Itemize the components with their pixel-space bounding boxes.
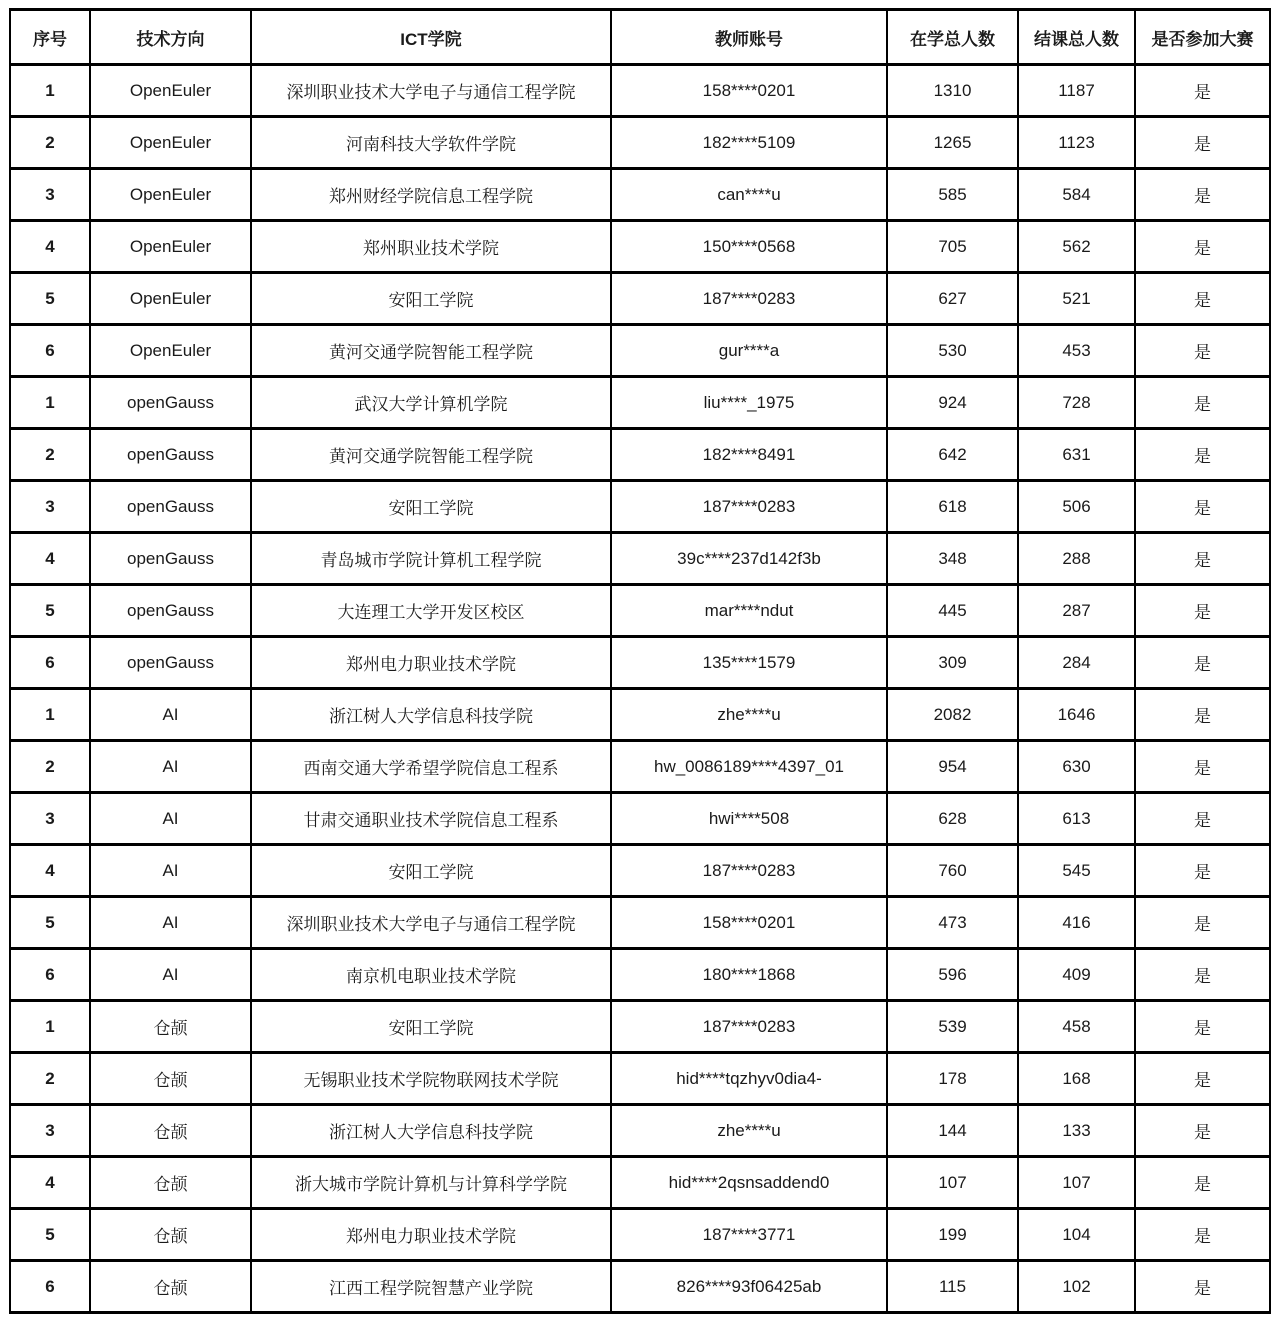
table-row [10,221,1270,273]
cell-tech-direction: 仓颉 [90,1209,251,1261]
cell-tech-direction: AI [90,793,251,845]
cell-seq: 2 [10,1053,90,1105]
table-row [10,1105,1270,1157]
cell-teacher-account: 158****0201 [611,65,887,117]
cell-enrolled-total: 115 [887,1261,1018,1313]
enrollment-table [9,8,1271,1314]
cell-teacher-account: gur****a [611,325,887,377]
cell-ict-college: 浙江树人大学信息科技学院 [251,689,611,741]
cell-ict-college: 武汉大学计算机学院 [251,377,611,429]
cell-teacher-account: 150****0568 [611,221,887,273]
cell-ict-college: 河南科技大学软件学院 [251,117,611,169]
cell-teacher-account: 182****8491 [611,429,887,481]
cell-teacher-account: 39c****237d142f3b [611,533,887,585]
cell-completed-total: 1187 [1018,65,1135,117]
cell-enrolled-total: 530 [887,325,1018,377]
cell-ict-college: 黄河交通学院智能工程学院 [251,429,611,481]
cell-seq: 2 [10,117,90,169]
cell-completed-total: 562 [1018,221,1135,273]
cell-seq: 5 [10,897,90,949]
table-row [10,65,1270,117]
cell-teacher-account: hwi****508 [611,793,887,845]
cell-teacher-account: 826****93f06425ab [611,1261,887,1313]
cell-ict-college: 深圳职业技术大学电子与通信工程学院 [251,897,611,949]
cell-ict-college: 青岛城市学院计算机工程学院 [251,533,611,585]
cell-ict-college: 甘肃交通职业技术学院信息工程系 [251,793,611,845]
cell-enrolled-total: 1310 [887,65,1018,117]
cell-competition: 是 [1135,1261,1270,1313]
table-row [10,637,1270,689]
cell-completed-total: 416 [1018,897,1135,949]
cell-competition: 是 [1135,689,1270,741]
cell-teacher-account: 187****0283 [611,273,887,325]
cell-competition: 是 [1135,481,1270,533]
cell-completed-total: 584 [1018,169,1135,221]
header-tech-direction: 技术方向 [90,10,251,65]
cell-completed-total: 545 [1018,845,1135,897]
cell-seq: 4 [10,221,90,273]
cell-completed-total: 613 [1018,793,1135,845]
cell-competition: 是 [1135,429,1270,481]
cell-seq: 2 [10,741,90,793]
cell-ict-college: 浙大城市学院计算机与计算科学学院 [251,1157,611,1209]
cell-seq: 6 [10,1261,90,1313]
cell-teacher-account: 135****1579 [611,637,887,689]
cell-ict-college: 郑州职业技术学院 [251,221,611,273]
table-row [10,1053,1270,1105]
cell-enrolled-total: 348 [887,533,1018,585]
cell-tech-direction: OpenEuler [90,273,251,325]
cell-teacher-account: can****u [611,169,887,221]
header-row [10,10,1270,65]
cell-ict-college: 深圳职业技术大学电子与通信工程学院 [251,65,611,117]
cell-ict-college: 安阳工学院 [251,481,611,533]
cell-tech-direction: AI [90,949,251,1001]
cell-seq: 1 [10,377,90,429]
cell-teacher-account: 187****3771 [611,1209,887,1261]
cell-competition: 是 [1135,585,1270,637]
cell-ict-college: 郑州电力职业技术学院 [251,1209,611,1261]
cell-teacher-account: hid****2qsnsaddend0 [611,1157,887,1209]
cell-tech-direction: openGauss [90,637,251,689]
cell-tech-direction: 仓颉 [90,1261,251,1313]
cell-teacher-account: mar****ndut [611,585,887,637]
cell-competition: 是 [1135,1157,1270,1209]
cell-ict-college: 郑州电力职业技术学院 [251,637,611,689]
cell-ict-college: 安阳工学院 [251,273,611,325]
cell-tech-direction: AI [90,689,251,741]
cell-teacher-account: 187****0283 [611,481,887,533]
cell-seq: 3 [10,169,90,221]
cell-tech-direction: 仓颉 [90,1001,251,1053]
cell-teacher-account: hw_0086189****4397_01 [611,741,887,793]
cell-completed-total: 104 [1018,1209,1135,1261]
cell-tech-direction: openGauss [90,429,251,481]
cell-completed-total: 102 [1018,1261,1135,1313]
cell-completed-total: 521 [1018,273,1135,325]
table-row [10,845,1270,897]
cell-seq: 4 [10,1157,90,1209]
cell-competition: 是 [1135,117,1270,169]
cell-enrolled-total: 309 [887,637,1018,689]
cell-seq: 1 [10,1001,90,1053]
cell-ict-college: 南京机电职业技术学院 [251,949,611,1001]
cell-ict-college: 江西工程学院智慧产业学院 [251,1261,611,1313]
cell-enrolled-total: 199 [887,1209,1018,1261]
header-enrolled-total: 在学总人数 [887,10,1018,65]
cell-teacher-account: zhe****u [611,1105,887,1157]
cell-seq: 1 [10,689,90,741]
cell-seq: 4 [10,845,90,897]
cell-competition: 是 [1135,325,1270,377]
cell-completed-total: 453 [1018,325,1135,377]
table-row [10,481,1270,533]
cell-completed-total: 107 [1018,1157,1135,1209]
cell-teacher-account: hid****tqzhyv0dia4- [611,1053,887,1105]
cell-enrolled-total: 954 [887,741,1018,793]
table-row [10,741,1270,793]
cell-enrolled-total: 473 [887,897,1018,949]
cell-competition: 是 [1135,1105,1270,1157]
cell-ict-college: 西南交通大学希望学院信息工程系 [251,741,611,793]
cell-completed-total: 458 [1018,1001,1135,1053]
cell-enrolled-total: 445 [887,585,1018,637]
cell-tech-direction: OpenEuler [90,169,251,221]
cell-enrolled-total: 628 [887,793,1018,845]
cell-seq: 6 [10,637,90,689]
cell-completed-total: 1123 [1018,117,1135,169]
cell-completed-total: 728 [1018,377,1135,429]
cell-competition: 是 [1135,221,1270,273]
cell-enrolled-total: 1265 [887,117,1018,169]
cell-seq: 5 [10,273,90,325]
table-row [10,325,1270,377]
table-row [10,1209,1270,1261]
cell-enrolled-total: 178 [887,1053,1018,1105]
cell-competition: 是 [1135,897,1270,949]
cell-tech-direction: openGauss [90,377,251,429]
cell-ict-college: 大连理工大学开发区校区 [251,585,611,637]
cell-tech-direction: AI [90,897,251,949]
cell-tech-direction: 仓颉 [90,1157,251,1209]
cell-tech-direction: openGauss [90,481,251,533]
cell-completed-total: 506 [1018,481,1135,533]
cell-competition: 是 [1135,1053,1270,1105]
cell-ict-college: 黄河交通学院智能工程学院 [251,325,611,377]
cell-tech-direction: OpenEuler [90,325,251,377]
table-row [10,793,1270,845]
cell-completed-total: 631 [1018,429,1135,481]
table-row [10,949,1270,1001]
cell-enrolled-total: 705 [887,221,1018,273]
cell-competition: 是 [1135,793,1270,845]
cell-seq: 6 [10,949,90,1001]
table-row [10,117,1270,169]
cell-tech-direction: openGauss [90,585,251,637]
cell-seq: 3 [10,481,90,533]
cell-competition: 是 [1135,65,1270,117]
cell-tech-direction: AI [90,741,251,793]
cell-completed-total: 287 [1018,585,1135,637]
table-row [10,1157,1270,1209]
cell-enrolled-total: 642 [887,429,1018,481]
cell-seq: 6 [10,325,90,377]
cell-enrolled-total: 585 [887,169,1018,221]
table-row [10,1261,1270,1313]
cell-ict-college: 安阳工学院 [251,845,611,897]
cell-competition: 是 [1135,169,1270,221]
cell-teacher-account: liu****_1975 [611,377,887,429]
table-row [10,585,1270,637]
cell-teacher-account: 180****1868 [611,949,887,1001]
header-competition: 是否参加大赛 [1135,10,1270,65]
cell-competition: 是 [1135,1209,1270,1261]
cell-enrolled-total: 539 [887,1001,1018,1053]
cell-enrolled-total: 627 [887,273,1018,325]
cell-seq: 2 [10,429,90,481]
table-row [10,533,1270,585]
table-row [10,273,1270,325]
cell-seq: 3 [10,793,90,845]
cell-completed-total: 284 [1018,637,1135,689]
cell-ict-college: 浙江树人大学信息科技学院 [251,1105,611,1157]
cell-completed-total: 133 [1018,1105,1135,1157]
header-teacher-account: 教师账号 [611,10,887,65]
cell-completed-total: 630 [1018,741,1135,793]
cell-competition: 是 [1135,273,1270,325]
cell-seq: 5 [10,1209,90,1261]
cell-seq: 1 [10,65,90,117]
cell-tech-direction: OpenEuler [90,117,251,169]
table-body [10,65,1270,1313]
cell-completed-total: 409 [1018,949,1135,1001]
cell-competition: 是 [1135,377,1270,429]
cell-completed-total: 1646 [1018,689,1135,741]
table-row [10,169,1270,221]
cell-seq: 5 [10,585,90,637]
cell-seq: 4 [10,533,90,585]
table-row [10,897,1270,949]
cell-competition: 是 [1135,741,1270,793]
header-seq: 序号 [10,10,90,65]
cell-enrolled-total: 760 [887,845,1018,897]
table-row [10,429,1270,481]
table-row [10,689,1270,741]
cell-competition: 是 [1135,637,1270,689]
cell-teacher-account: 187****0283 [611,1001,887,1053]
cell-completed-total: 168 [1018,1053,1135,1105]
cell-teacher-account: 182****5109 [611,117,887,169]
table-row [10,377,1270,429]
cell-competition: 是 [1135,845,1270,897]
cell-competition: 是 [1135,1001,1270,1053]
cell-enrolled-total: 924 [887,377,1018,429]
header-completed-total: 结课总人数 [1018,10,1135,65]
cell-teacher-account: 187****0283 [611,845,887,897]
cell-tech-direction: AI [90,845,251,897]
cell-enrolled-total: 107 [887,1157,1018,1209]
cell-tech-direction: 仓颉 [90,1053,251,1105]
cell-completed-total: 288 [1018,533,1135,585]
cell-tech-direction: openGauss [90,533,251,585]
cell-teacher-account: 158****0201 [611,897,887,949]
cell-ict-college: 无锡职业技术学院物联网技术学院 [251,1053,611,1105]
cell-tech-direction: OpenEuler [90,65,251,117]
header-ict-college: ICT学院 [251,10,611,65]
cell-ict-college: 郑州财经学院信息工程学院 [251,169,611,221]
cell-enrolled-total: 618 [887,481,1018,533]
cell-tech-direction: OpenEuler [90,221,251,273]
cell-ict-college: 安阳工学院 [251,1001,611,1053]
cell-teacher-account: zhe****u [611,689,887,741]
cell-seq: 3 [10,1105,90,1157]
table-row [10,1001,1270,1053]
cell-enrolled-total: 2082 [887,689,1018,741]
cell-tech-direction: 仓颉 [90,1105,251,1157]
cell-enrolled-total: 596 [887,949,1018,1001]
cell-enrolled-total: 144 [887,1105,1018,1157]
cell-competition: 是 [1135,949,1270,1001]
cell-competition: 是 [1135,533,1270,585]
